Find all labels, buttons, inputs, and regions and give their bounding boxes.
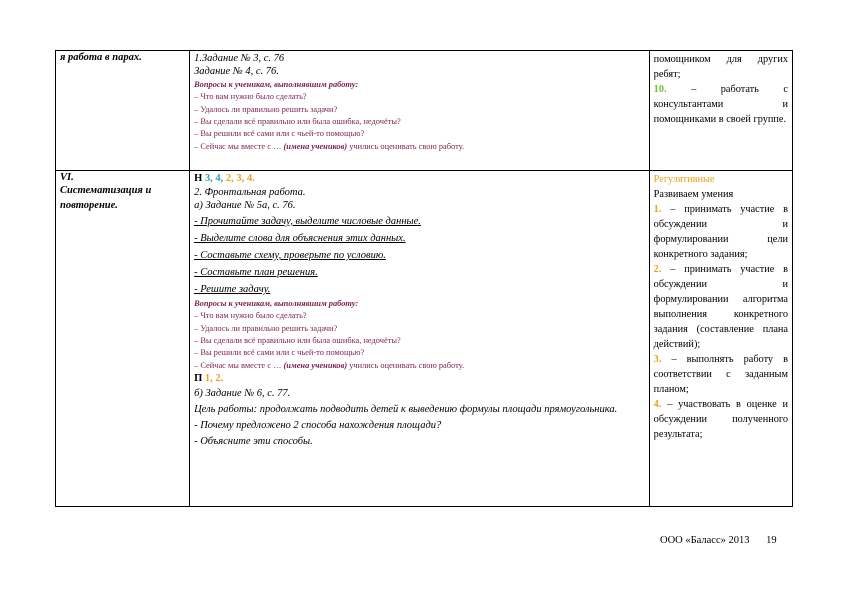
task-line: 2. Фронтальная работа.	[194, 187, 306, 198]
final-q-names: (имена учеников)	[283, 141, 348, 151]
final-q-pre: – Сейчас мы вместе с …	[194, 360, 282, 370]
level-badge	[194, 372, 645, 386]
skill-item	[654, 202, 788, 262]
task-line: 1.Задание № 3, с. 76	[194, 53, 285, 64]
content-cell	[190, 171, 650, 507]
stage-cell	[56, 51, 190, 171]
lesson-table	[55, 50, 793, 507]
question-line-final	[194, 360, 645, 372]
question-line: – Вы решили всё сами или с чьей-то помощью?	[194, 348, 365, 358]
skill-text: – участвовать в оценке и обсуждении полученного результата;	[653, 399, 788, 440]
final-q-post: учились оценивать свою работу.	[349, 141, 465, 151]
content-cell	[190, 51, 650, 171]
skill-item	[654, 397, 788, 442]
level-numbers: 2, 3, 4.	[225, 173, 255, 184]
skill-text: – работать с консультантами и помощниками в своей группе.	[653, 84, 788, 125]
skill-number: 3.	[653, 354, 662, 365]
task-step: - Составьте схему, проверьте по условию.	[194, 249, 386, 261]
question-line: – Вы сделали всё правильно или была ошибка, недочёты?	[194, 336, 401, 346]
skills-cell	[649, 51, 792, 171]
level-letter: Н	[194, 173, 203, 184]
skill-text: – выполнять работу в соответствии с заданным планом;	[653, 354, 788, 395]
stage-number: VI.	[60, 172, 74, 183]
task-step: - Решите задачу.	[194, 283, 271, 295]
page-number: 19	[766, 535, 777, 546]
question-line: – Что вам нужно было сделать?	[194, 92, 307, 102]
skill-number: 1.	[653, 204, 662, 215]
task-line: а) Задание № 5а, с. 76.	[194, 200, 296, 212]
task-step: - Выделите слова для объяснения этих данных.	[194, 232, 406, 244]
level-letter: П	[194, 373, 203, 385]
task-step: - Составьте план решения.	[194, 266, 318, 278]
skills-title: Регулятивные	[653, 174, 715, 185]
skill-number: 10.	[653, 84, 667, 95]
question-line-final	[194, 141, 645, 153]
final-q-pre: – Сейчас мы вместе с …	[194, 141, 282, 151]
task-step: - Объясните эти способы.	[194, 436, 313, 448]
level-numbers: 3, 4,	[204, 173, 224, 184]
questions-header: Вопросы к ученикам, выполнявшим работу:	[194, 298, 359, 308]
skill-text: – принимать участие в обсуждении и формулировании цели конкретного задания;	[653, 204, 789, 260]
level-numbers: 1, 2.	[204, 373, 224, 385]
skill-number: 2.	[653, 264, 662, 275]
question-line: – Удалось ли правильно решить задачи?	[194, 323, 338, 333]
skill-number: 4.	[653, 399, 662, 410]
task-line: б) Задание № 6, с. 77.	[194, 388, 291, 400]
stage-cell	[56, 171, 190, 507]
question-line: – Удалось ли правильно решить задачи?	[194, 104, 338, 114]
table-row	[56, 51, 793, 171]
task-goal: Цель работы: продолжать подводить детей к выведению формулы площади прямоугольника.	[194, 404, 618, 416]
level-badge	[194, 172, 645, 186]
task-step: - Почему предложено 2 способа нахождения площади?	[194, 420, 442, 432]
skill-text: помощником для других ребят;	[653, 54, 788, 80]
questions-header: Вопросы к ученикам, выполнявшим работу:	[194, 79, 359, 89]
question-line: – Что вам нужно было сделать?	[194, 311, 307, 321]
question-line: – Вы сделали всё правильно или была ошибка, недочёты?	[194, 117, 401, 127]
stage-label: я работа в парах.	[60, 52, 142, 63]
question-line: – Вы решили всё сами или с чьей-то помощью?	[194, 129, 365, 139]
skill-text: – принимать участие в обсуждении и формулировании алгоритма выполнения конкретного задания (составление плана действий);	[653, 264, 789, 350]
skill-item	[654, 262, 788, 352]
final-q-names: (имена учеников)	[283, 360, 348, 370]
skills-cell	[649, 171, 792, 507]
task-step: - Прочитайте задачу, выделите числовые данные.	[194, 215, 421, 227]
footer-company: ООО «Баласс» 2013	[660, 535, 750, 546]
skill-item	[654, 352, 788, 397]
final-q-post: учились оценивать свою работу.	[349, 360, 465, 370]
page-footer	[660, 535, 791, 546]
task-line: Задание № 4, с. 76.	[194, 66, 279, 78]
skills-intro: Развиваем умения	[653, 189, 734, 200]
table-row	[56, 171, 793, 507]
stage-label: Систематизация и повторение.	[60, 185, 152, 211]
